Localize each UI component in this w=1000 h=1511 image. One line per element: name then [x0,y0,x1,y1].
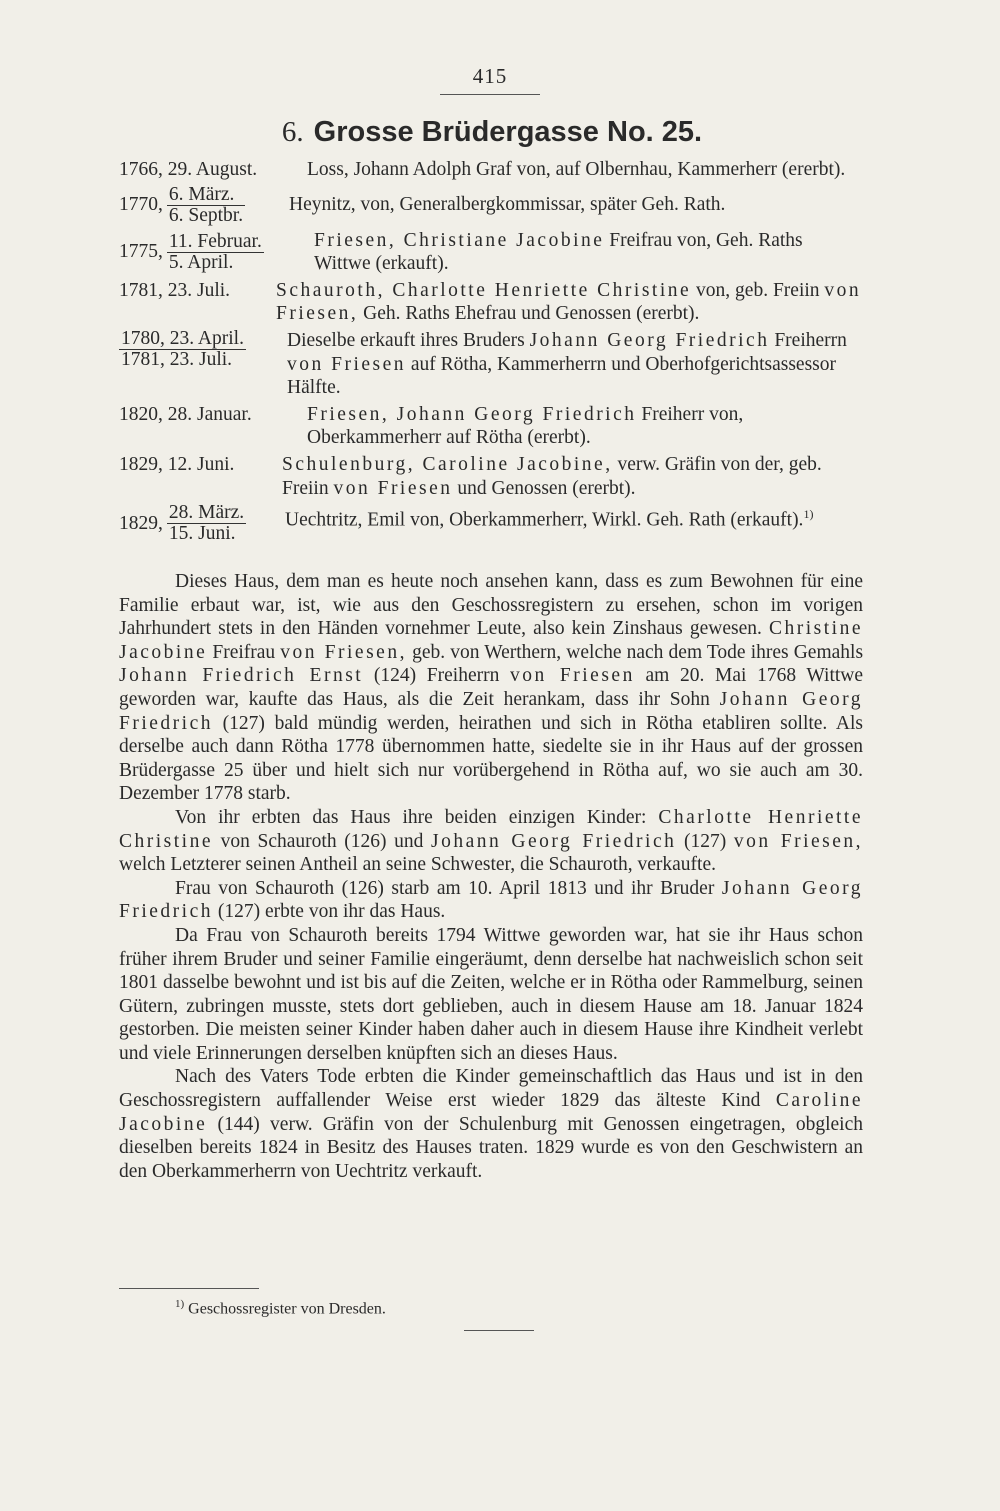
date-range [167,232,264,273]
text-run: am 20. Mai 1768 Wittwe geworden war, kaufte das Haus, als die Zeit herankam, dass ihr Sohn [119,665,864,710]
entry-date [119,503,285,544]
date-from: 1780, 23. April. [121,327,244,349]
owner-name: Schauroth, Charlotte Henriette Christine [276,279,692,301]
body-text [119,570,863,1183]
person-name: Charlotte Henriette Christine [119,806,864,852]
person-name: von Friesen [510,665,635,687]
owner-name: Friesen, Christiane Jacobine [314,229,605,251]
person-name: von Friesen, [733,830,864,852]
entry-text [282,453,863,500]
paragraph [119,1065,863,1183]
entry-year: 1829, [119,512,163,534]
entry-year: 1770, [119,194,163,216]
text-run: welch Letzterer seinen Antheil an seine Schwester, die Schauroth, verkaufte. [119,854,716,876]
date-to: 15. Juni. [168,523,236,545]
text-run: (124) Freiherrn [373,665,500,687]
entry-detail: Freifrau von, Geh. Raths Wittwe (erkauft). [314,229,803,275]
text-run: Von ihr erbten das Haus ihre beiden einzigen Kinder: [175,806,647,828]
date-range [167,503,246,544]
text-run: (127) [684,830,727,852]
entry-detail: verw. Gräfin von der, geb. Freiin [282,453,822,499]
entry-detail: Freiherr von, Oberkammerherr auf Rötha (ererbt). [307,403,744,449]
person-name: Johann Georg Friedrich [119,688,863,734]
date-to: 1781, 23. Juli. [121,348,233,370]
person-name: Caroline Jacobine [119,1090,864,1135]
owner-name: von Friesen [287,353,407,375]
entry-year: 1775, [119,241,163,263]
ownership-entry [119,329,863,400]
entry-detail: auf Rötha, Kammerherrn und Oberhofgerichtsassessor Hälfte. [287,353,836,399]
section-title: Grosse Brüdergasse No. 25. [313,116,703,148]
footnote-mark: 1) [175,1298,185,1310]
text-run: Dieses Haus, dem man es heute noch ansehen kann, dass es zum Bewohnen für eine Familie erbaut war, ist, wie aus den Geschossregistern zu ersehen, schon im vorigen Jahrhundert stets in den Händen vornehmer Leute, also kein Zinshaus gewesen. [119,571,863,640]
entry-text [276,279,863,326]
paragraph [119,806,863,877]
ownership-entry [119,229,863,276]
entry-date: 1781, 23. Juli. [119,279,231,301]
ownership-entry [119,503,863,544]
page-title [120,116,864,149]
footnote [175,1298,386,1318]
person-name: von Friesen, [280,641,407,663]
date-range [167,185,245,226]
entry-date [119,329,287,400]
entry-text: Loss, Johann Adolph Graf von, auf Olbernhau, Kammerherr (ererbt). [307,159,846,180]
page-number: 415 [440,64,540,95]
entry-detail: Geh. Raths Ehefrau und Genossen (ererbt). [363,303,700,325]
ownership-entry [119,453,863,500]
ownership-list [119,158,863,547]
person-name: Johann Georg Friedrich [430,830,677,852]
text-run: (127) bald mündig werden, heirathen und sich in Rötha etabliren sollte. Als derselbe auch dann Rötha 1778 übernommen hatte, siedelte sie in ihr Haus auf der grossen Brüdergasse 25 über und hielt sich nur vorübergehend in Rötha auf, wo sie auch am 30. Dezember 1778 starb. [119,712,863,805]
owner-name: von Friesen [333,477,453,499]
owner-name: von Friesen, [276,279,862,325]
entry-date: 1829, 12. Juni. [119,453,235,475]
entry-detail: Uechtritz, Emil von, Oberkammerherr, Wirkl. Geh. Rath (erkauft). [285,509,804,531]
text-run: geb. von Werthern, welche nach dem Tode ihres Gemahls [412,641,864,663]
person-name: Johann Georg Friedrich [119,877,864,923]
entry-detail: und Genossen (ererbt). [457,477,636,499]
entry-text: Heynitz, von, Generalbergkommissar, später Geh. Rath. [289,194,726,216]
text-run: Frau von Schauroth (126) starb am 10. April 1813 und ihr Bruder [175,877,715,899]
entry-text [285,503,863,544]
date-to: 5. April. [168,251,234,273]
text-run: (144) verw. Gräfin von der Schulenburg mit Genossen eingetragen, obgleich dieselben bereits 1824 in Besitz des Hauses traten. 1829 wurde es von den Geschwistern an den Oberkammerherrn von Uechtritz verkauft. [119,1113,864,1182]
owner-name: Friesen, Johann Georg Friedrich [307,403,637,425]
text-run: Nach des Vaters Tode erbten die Kinder gemeinschaftlich das Haus und ist in den Geschossregistern auffallender Weise erst wieder 1829 das älteste Kind [119,1066,863,1112]
entry-date: 1766, 29. August. [119,159,258,180]
entry-text [307,403,863,450]
date-from: 11. Februar. [168,230,262,252]
paragraph [119,570,863,806]
ownership-entry [119,279,863,326]
person-name: Johann Friedrich Ernst [119,665,364,687]
owner-name: Johann Georg Friedrich [529,329,770,351]
entry-detail: Dieselbe erkauft ihres Bruders [287,329,525,351]
person-name: Christine Jacobine [119,618,863,663]
ownership-entry [119,158,863,182]
section-number: 6. [281,116,304,148]
date-from: 28. März. [168,502,245,524]
date-range [119,329,246,370]
paragraph [119,877,863,924]
entry-detail: von, geb. Freiin [696,279,820,301]
text-run: von Schauroth (126) und [220,830,424,852]
paragraph: Da Frau von Schauroth bereits 1794 Wittwe geworden war, hat sie ihr Haus schon früher ihrem Bruder und seiner Familie eingeräumt, denn derselbe hat nachweislich schon seit 1801 dasselbe bewohnt und ist bis auf die Zeiten, welche er in Rötha oder Rammelburg, seinen Gütern, zubringen musste, stets dort geblieben, auch in diesem Hause am 18. Januar 1824 gestorben. Die meisten seiner Kinder haben daher auch in diesem Hause ihre Kindheit verlebt und viele Erinnerungen derselben knüpften sich an dieses Haus. [119,924,863,1064]
owner-name: Schulenburg, Caroline Jacobine, [282,453,613,475]
date-from: 6. März. [167,185,245,206]
entry-text [314,229,863,276]
text-run: Freifrau [212,641,276,663]
footnote-mark: 1) [803,507,814,522]
entry-date [119,229,314,276]
date-to: 6. Septbr. [168,204,244,226]
ownership-entry [119,185,863,226]
ownership-entry [119,403,863,450]
text-run: (127) erbte von ihr das Haus. [217,901,446,923]
entry-text [287,329,863,400]
footnote-divider [119,1288,259,1289]
end-divider [464,1330,534,1331]
footnote-text: Geschossregister von Dresden. [188,1300,386,1318]
entry-date [119,185,289,226]
entry-date: 1820, 28. Januar. [119,403,252,425]
entry-detail: Freiherrn [774,329,847,351]
